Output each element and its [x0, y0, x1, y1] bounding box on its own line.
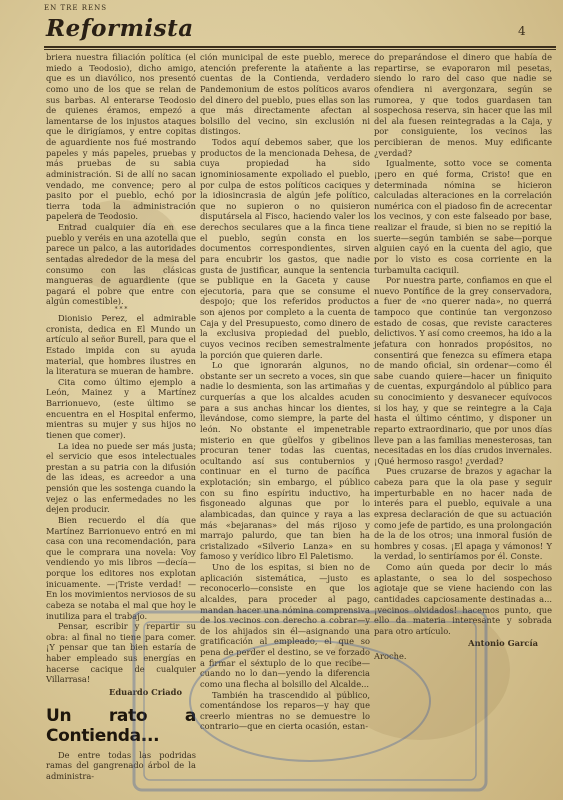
masthead-rule — [44, 46, 556, 48]
paragraph: Por nuestra parte, confiamos en que el nuevo Pontífice de la grey conservadora, a fuer de «no querer nada», no querrá tampoco que continúe tan vergonzoso estado de cosas, que reviste caracteres delictivos. Y así como creemos, ha ido a la jefatura con honrados propósitos, no consentirá que fenezca su efímera etapa de mando oficial, sin ordenar—como él sabe cuando quiere—hacer un finiquito de cuentas, expurgándolo al público para su conocimiento y desvanecer equívocos si los hay, y que se reintegre a la Caja hasta el último céntimo, y disponer un reparto extraordinario, que por unos días lleve pan a las familias menesterosas, tan necesitadas en los días crudos invernales. ¡Qué hermoso rasgo! ¿verdad? — [374, 275, 552, 466]
masthead-title: Reformista — [46, 15, 194, 42]
paragraph: Pensar, escribir y repartir su obra: al final no tiene para comer. ¡Y pensar que tan bien estaría de haber empleado sus energías en hacerse cacique de cualquier Villarrasa! — [46, 621, 196, 685]
paragraph: La idea no puede ser más justa; el servicio que esos intelectuales prestan a su patria con la difusión de las ideas, es acreedor a una pensión que les sostenga cuando la vejez o las enfermedades no les dejen producir. — [46, 440, 196, 515]
paragraph: do preparándose el dinero que había de repartirse, se evaporaron mil pesetas, siendo lo raro del caso que nadie se ofendiera ni avergonzara, según se rumorea, y que todos guardasen tan sospechosa reserva, sin hacer que las mil del ala fuesen reintegradas a la Caja, y por consiguiente, los vecinos las percibieran de menos. Muy edificante ¿verdad? — [374, 52, 552, 158]
paragraph: Uno de los espitas, si bien no de aplicación sistemática, —justo es reconocerlo—consiste en que los alcaldes, para proceder al pago, mandan hacer una nómina comprensiva de los vecinos con derecho a cobrar—y de los ahijados sin él—asignando una gratificación al empleado, el que so pena de perder el destino, se ve forzado a firmar el séxtuplo de lo que recibe—cuando no lo dan—yendo la diferencia como una flecha al bolsillo del Alcalde... — [200, 562, 370, 689]
dateline-place: Aroche. — [374, 651, 407, 661]
section-separator: * * * — [114, 306, 128, 313]
paragraph: Todos aquí debemos saber, que los productos de la mencionada Dehesa, de cuya propiedad ha sido ignominiosamente expoliado el pueblo, por culpa de estos políticos caciques y la idiosincrasia de algún jefe político, que no supieron o no quisieron disputársela al Fisco, haciendo valer los derechos seculares que a la finca tiene el pueblo, según consta en los documentos correspondientes, sirven para encubrir los gastos, que nadie gusta de justificar, aunque la sentencia se publique en la Gaceta y cause ejecutoria, para que se consume el despojo; que los referidos productos son ajenos por completo a la cuenta de Caja y del Presupuesto, como dinero de la exclusiva propiedad del pueblo, cuyos vecinos reciben semestralmente la porción que quieren darle. — [200, 137, 370, 360]
paragraph: De entre todas las podridas ramas del gangrenado árbol de la administra- — [46, 749, 196, 781]
masthead-rule-thin — [44, 49, 556, 50]
paragraph: También ha trascendido al público, comentándose los reparos—y hay que creerlo mientras no se demuestre lo contrario—que en cierta ocasión, estan- — [200, 689, 370, 732]
paragraph: Igualmente, sotto voce se comenta ¡pero en qué forma, Cristo! que en determinada nómina se hicieron calculadas alteraciones en la correlación numérica con el piadoso fin de acrecentar los vecinos, y con este falseado por base, realizar el fraude, si bien no se repitió la suerte—según también se sabe—porque alguien cayó en la cuenta del agio, que por lo visto es cosa corriente en la turbamulta caciquil. — [374, 158, 552, 275]
paragraph: briera nuestra filiación política (el miedo a Teodosio), dicho amigo, que es un diavólico, nos presentó como uno de los que se relan de sus barbas. Al enterarse Teodosio de quienes éramos, empezó a lamentarse de los injustos ataques que le dirigíamos, y entre copitas de aguardiente nos fué mostrando papeles y más papeles, pruebas y más pruebas de su sabia administración. Si de allí no sacan vendado, me convence; pero al pasito por el pueblo, echó por tierra toda la administración papelera de Teodosio. — [46, 52, 196, 222]
author-signature: Antonio García — [468, 638, 538, 649]
column-3 — [374, 52, 552, 662]
paragraph: Como aún queda por decir lo más aplastante, o sea lo del sospechoso agiotaje que se viene haciendo con las cantidades capciosamente destinadas a... ¡vecinos olvidados! hacemos punto, que ello da materia interesante y sobrada para otro artículo. — [374, 562, 552, 636]
paragraph: Dionisio Perez, el admirable cronista, dedica en El Mundo un artículo al señor Burell, para que el Estado impida con su ayuda material, que hombres ilustres en la literatura se mueran de hambre. — [46, 313, 196, 377]
paragraph: Bien recuerdo el día que Martínez Barrionuevo entró en mi casa con una recomendación, para que le comprara una novela: Voy vendiendo yo mis libros —decía—porque los editores nos explotan inicuamente. —¡Triste verdad! —En los movimientos nerviosos de su cabeza se notaba el mal que hoy le inutiliza para el trabajo. — [46, 514, 196, 621]
masthead-caption: EN TRE RENS — [44, 4, 108, 12]
paragraph: Pues cruzarse de brazos y agachar la cabeza para que la ola pase y seguir imperturbable en no hacer nada de interés para el pueblo, equivale a una expresa declaración de que su actuación como jefe de partido, es una prolongación de la de los otros; una inmoral fusión de hombres y cosas. ¡El apaga y vámonos! Y la verdad, lo sentiríamos por él. Conste. — [374, 466, 552, 562]
paragraph: Entrad cualquier día en ese pueblo y veréis en una azotella que parece un palco, a las autoridades sentadas alrededor de la mesa del consumo con las clásicas mangueras de aguardiente (que pagará el pobre que entre con algún comestible). — [46, 222, 196, 307]
article-headline: Un rato a Contienda... — [46, 705, 196, 746]
paragraph: Lo que ignorarán algunos, no obstante ser un secreto a voces, sin que nadie lo desmienta, son las artimañas y curquerías a que los alcaldes acuden para a sus anchas hincar los dientes, llevándose, como siempre, la parte del león. No obstante el impenetrable misterio en que güelfos y gibelinos procuran tener todas las cuentas, ocultando así sus contubernios y continuar en el turno de pacífica explotación; sin embargo, el público con su fino espíritu inductivo, ha fisgoneado algunas que por lo alambicadas, dan quince y raya a las más «bejaranas» del más rijoso y marrajo palurdo, que tan bien ha cristalizado «Silverio Lanza» en su famoso y verídico libro El Paletismo. — [200, 360, 370, 562]
column-2 — [200, 52, 370, 732]
column-1 — [46, 52, 196, 781]
masthead — [0, 0, 563, 50]
author-signature: Eduardo Criado — [109, 686, 182, 697]
paragraph: Cita como último ejemplo a León, Mainez y a Martínez Barrionuevo, (este último se encuentra en el Hospital enfermo, mientras su mujer y sus hijos no tienen que comer). — [46, 376, 196, 440]
page-number: 4 — [518, 24, 526, 38]
paragraph: ción municipal de este pueblo, merece atención preferente la atañente a las cuentas de la Contienda, verdadero Pandemonium de estos políticos avaros del dinero del pueblo, pues ellas son las que más directamente afectan al bolsillo del vecino, sin exclusión ni distingos. — [200, 52, 370, 137]
